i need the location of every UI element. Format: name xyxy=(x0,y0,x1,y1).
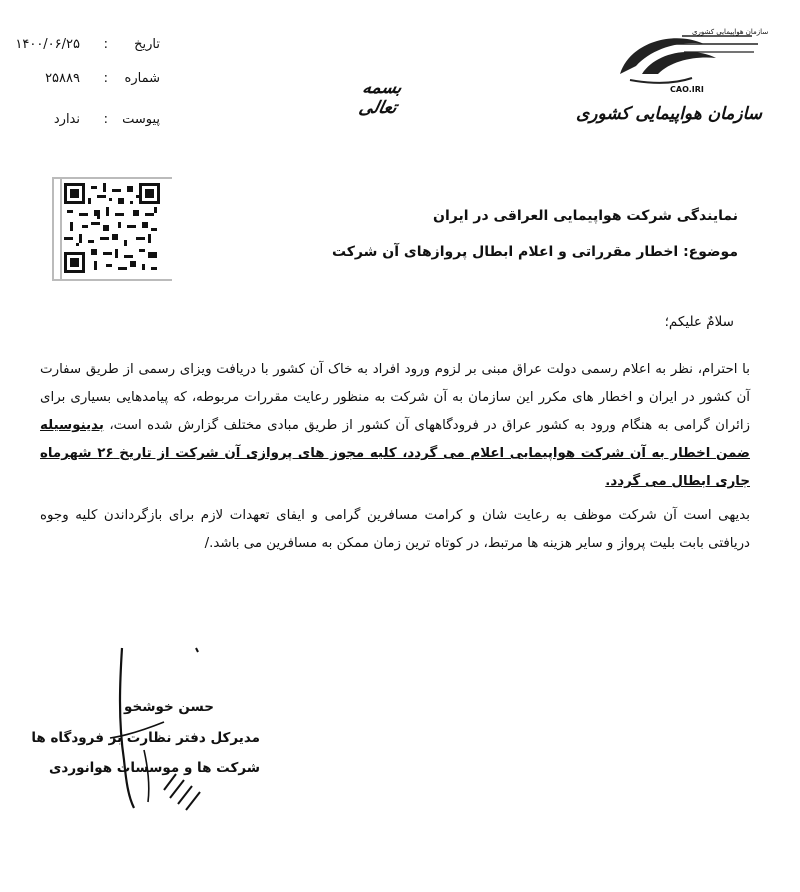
date-value: ۱۴۰۰/۰۶/۲۵ xyxy=(15,37,80,52)
number-value: ۲۵۸۸۹ xyxy=(45,71,80,86)
attachment-label: پیوست xyxy=(122,112,160,127)
greeting: سلامٌ علیکم؛ xyxy=(664,314,734,330)
paragraph2-text: بدیهی است آن شرکت موظف به رعایت شان و کرامت مسافرین گرامی و ایفای تعهدات لازم برای بازگرداندن کلیه وجوه دریافتی بابت بلیت پرواز و سایر هزینه ها مرتبط، در کوتاه ترین زمان ممکن به مسافرین می باشد./ xyxy=(40,508,750,551)
body-paragraph-2 xyxy=(40,502,750,558)
subject-line: موضوع: اخطار مقرراتی و اعلام ابطال پروازهای آن شرکت xyxy=(331,244,738,260)
number-label: شماره xyxy=(124,71,160,86)
paragraph1-text: با احترام، نظر به اعلام رسمی دولت عراق مبنی بر لزوم ورود افراد به خاک آن کشور با دریافت ویزای رسمی از طریق سفارت آن کشور در ایران و اخطار های مکرر این سازمان به آن شرکت به منظور رعایت مقررات مربوطه، که پیامدهایی بسیاری برای زائران گرامی به هنگام ورود به کشور عراق در فرودگاههای آن کشور از طریق مبادی مختلف گزارش شده است، xyxy=(40,362,751,433)
signatory-title-line2: شرکت ها و موسسات هوانوردی xyxy=(49,760,260,776)
paragraph1-bold-notice: بدینوسیله ضمن اخطار به آن شرکت هواپیمایی اعلام می گردد، کلیه مجوز های پروازی آن شرکت از تاریخ ۲۶ شهرماه جاری ابطال می گردد. xyxy=(40,418,750,489)
attachment-value: ندارد xyxy=(53,112,80,127)
qr-code-frame xyxy=(52,177,172,281)
number-row: شماره : ۲۵۸۸۹ xyxy=(45,71,160,86)
org-name: سازمان هواپیمایی کشوری xyxy=(575,104,762,124)
recipient-line: نمایندگی شرکت هواپیمایی العراقی در ایران xyxy=(433,208,738,224)
logo-caption: CAO.IRI xyxy=(670,85,704,94)
logo-small-text: سازمان هواپیمایی کشوری xyxy=(692,28,769,36)
signatory-name: حسن خوشخو xyxy=(124,699,214,715)
org-logo xyxy=(612,22,769,102)
attachment-row: پیوست : ندارد xyxy=(53,112,160,127)
qr-code-icon xyxy=(64,183,160,273)
date-label: تاریخ xyxy=(134,37,160,52)
date-row: تاریخ : ۱۴۰۰/۰۶/۲۵ xyxy=(15,37,160,52)
body-paragraph-1 xyxy=(40,356,750,496)
invocation-calligraphy: بسمه تعالی xyxy=(357,78,404,118)
signatory-title-line1: مدیرکل دفتر نظارت بر فرودگاه ها xyxy=(31,730,260,746)
